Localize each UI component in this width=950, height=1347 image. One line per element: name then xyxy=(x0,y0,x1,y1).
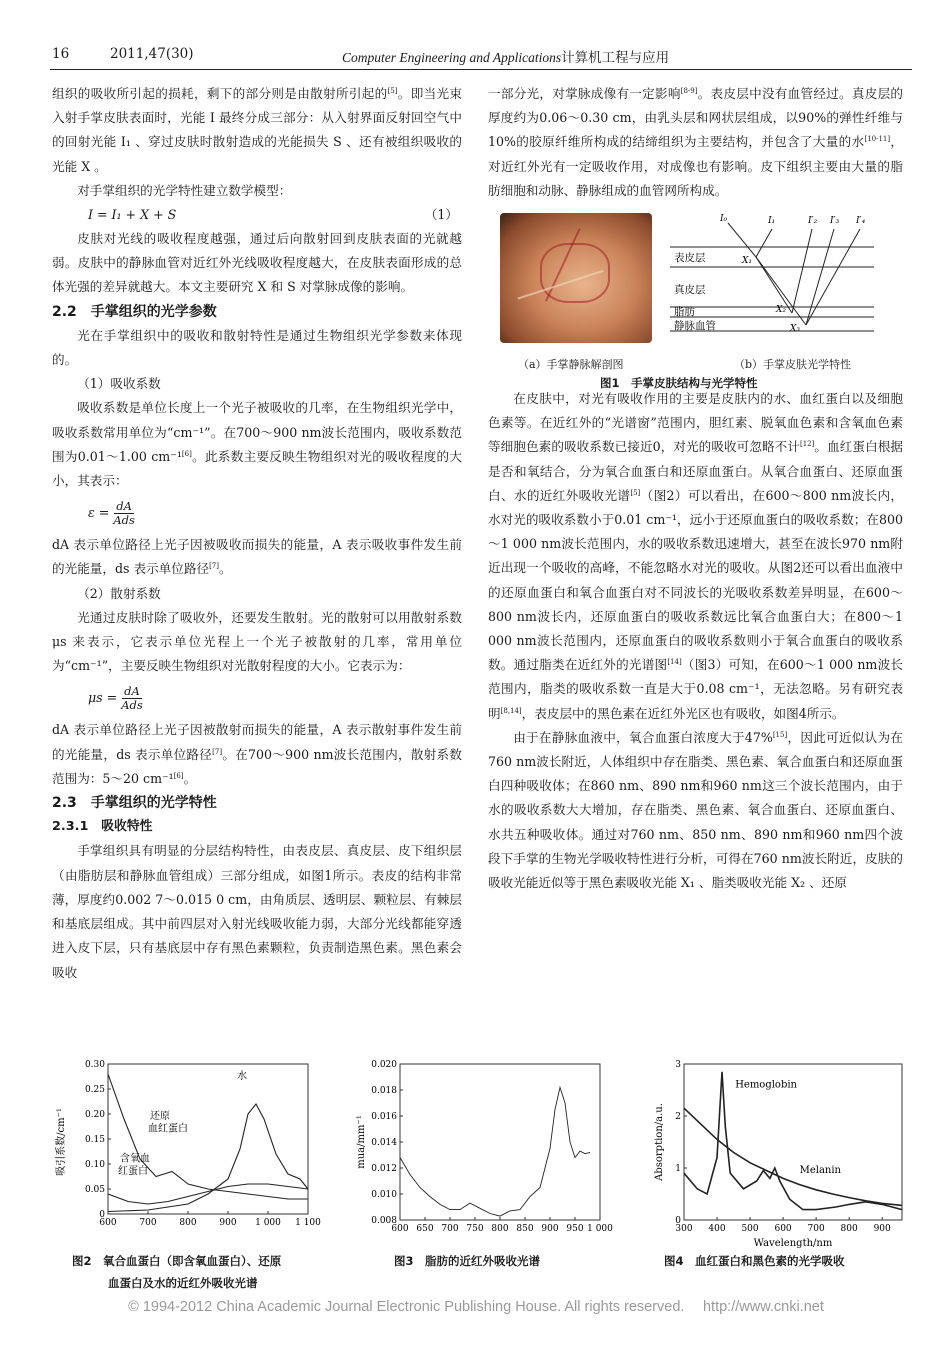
x-tick-label: 500 xyxy=(741,1224,759,1234)
series-line xyxy=(108,1074,308,1199)
right-column xyxy=(488,82,903,895)
paragraph: 光在手掌组织中的吸收和散射特性是通过生物组织光学参数来体现的。 xyxy=(52,327,462,368)
y-tick-label: 2 xyxy=(675,1112,681,1122)
figure-1a-caption: （a）手掌静脉解剖图 xyxy=(518,358,624,372)
page-number: 16 xyxy=(52,46,70,62)
figure-4-caption: 图4 血红蛋白和黑色素的光学吸收 xyxy=(664,1254,845,1268)
series-line xyxy=(400,1087,590,1216)
x-tick-label: 700 xyxy=(807,1224,825,1234)
series-line xyxy=(684,1072,902,1210)
series-label-oxy: 红蛋白 xyxy=(118,1166,148,1177)
formula-scattering: μs = $\frac{dA}{\text{Ads}}$ xyxy=(88,683,143,712)
y-tick-label: 0.018 xyxy=(371,1086,397,1096)
x-tick-label: 900 xyxy=(541,1224,559,1234)
ray-label: I′₄ xyxy=(856,216,866,227)
y-tick-label: 0.014 xyxy=(371,1138,397,1148)
x-tick-label: 950 xyxy=(566,1224,584,1234)
figure-2-chart xyxy=(50,1052,330,1242)
y-tick-label: 0.010 xyxy=(371,1190,397,1200)
paragraph: dA 表示单位路径上光子因被吸收而损失的能量，A 表示吸收事件发生前的光能量，ds 表示单位路径[7]。 xyxy=(52,537,462,577)
subheading-scattering: （2）散射系数 xyxy=(77,585,161,601)
x-tick-label: 300 xyxy=(675,1224,693,1234)
header-rule xyxy=(50,69,912,70)
ray-label: I₁ xyxy=(768,216,776,227)
layer-label: 真皮层 xyxy=(674,284,706,297)
figure-3-chart xyxy=(350,1052,620,1242)
section-heading-2-3-1: 2.3.1 吸收特性 xyxy=(52,819,153,835)
ray-label: I₀ xyxy=(720,214,728,225)
paragraph: 手掌组织具有明显的分层结构特性，由表皮层、真皮层、皮下组织层（由脂肪层和静脉血管组成）三部分组成，如图1所示。表皮的结构非常薄，厚度约0.002 7～0.015 0 cm，由角质层、透明层、颗粒层、有棘层和基底层组成。其中前四层对入射光线吸收能力弱，大部分光线都能穿透进入皮下层，只有基底层中存有黑色素颗粒，负责制造黑色素。黑色素会吸收 xyxy=(52,843,462,980)
y-tick-label: 0.016 xyxy=(371,1112,397,1122)
y-tick-label: 0.20 xyxy=(84,1110,105,1120)
subheading-absorption: （1）吸收系数 xyxy=(77,376,161,392)
copyright-footer: © 1994-2012 China Academic Journal Electronic Publishing House. All rights reserved. http://www.cnki.net xyxy=(128,1299,824,1315)
x-tick-label: 850 xyxy=(516,1224,534,1234)
y-tick-label: 1 xyxy=(675,1164,681,1174)
y-tick-label: 0.15 xyxy=(84,1135,105,1145)
point-label: X₂ xyxy=(776,305,787,316)
y-tick-label: 0.25 xyxy=(84,1085,105,1095)
y-tick-label: 0.008 xyxy=(371,1216,397,1226)
y-tick-label: 0 xyxy=(675,1216,681,1226)
bottom-figures xyxy=(50,1052,910,1298)
figure-1-caption: 图1 手掌皮肤结构与光学特性 xyxy=(600,376,758,391)
y-tick-label: 0.05 xyxy=(84,1185,105,1195)
layer-label: 静脉血管 xyxy=(674,320,716,333)
journal-title-en: Computer Engineering and Applications xyxy=(342,50,562,65)
journal-title xyxy=(342,46,669,66)
y-tick-label: 0.30 xyxy=(84,1060,105,1070)
paragraph: 对手掌组织的光学特性建立数学模型： xyxy=(77,182,292,198)
journal-title-cn: 计算机工程与应用 xyxy=(561,50,670,66)
x-tick-label: 1 000 xyxy=(255,1218,281,1228)
figure-2-caption: 图2 氧合血蛋白（即含氧血蛋白）、还原 血蛋白及水的近红外吸收光谱 xyxy=(72,1254,282,1290)
x-tick-label: 650 xyxy=(416,1224,434,1234)
point-label: X₁ xyxy=(742,256,753,267)
x-tick-label: 900 xyxy=(873,1224,891,1234)
figure-1b-caption: （b）手掌皮肤光学特性 xyxy=(734,358,852,372)
series-label-hemoglobin: Hemoglobin xyxy=(735,1079,798,1091)
figure-4-chart xyxy=(650,1052,912,1252)
x-tick-label: 750 xyxy=(466,1224,484,1234)
series-label-deoxy: 还原 xyxy=(150,1111,170,1122)
series-label-water: 水 xyxy=(237,1071,247,1082)
ray-label: I′₃ xyxy=(830,216,840,227)
formula-absorption: ε = $\frac{dA}{\text{Ads}}$ xyxy=(88,498,135,527)
paragraph: 在皮肤中，对光有吸收作用的主要是皮肤内的水、血红蛋白以及细胞色素等。在近红外的“光谱窗”范围内，胆红素、脱氧血色素和含氧血色素等细胞色素的吸收系数已接近0，对光的吸收可忽略不计[12]。血红蛋白根据是否和氧结合，分为氧合血蛋白和还原血蛋白。从氧合血蛋白、还原血蛋白、水的近红外吸收光谱[5]（图2）可以看出，在600～800 nm波长内，水对光的吸收系数小于0.01 cm⁻¹，远小于还原血蛋白的吸收系数；在800～1 000 nm波长范围内，水的吸收系数迅速增大，甚至在波长970 nm附近出现一个吸收的高峰，不能忽略水对光的吸收。从图2还可以看出血液中的还原血蛋白和氧合血蛋白对不同波长的光吸收系数差异明显，在600～800 nm波长内，还原血蛋白的吸收系数远比氧合血蛋白大；在800～1 000 nm波长范围内，还原血蛋白的吸收系数则小于氧合血蛋白的吸收系数。通过脂类在近红外的光谱图[14]（图3）可知，在600～1 000 nm波长范围内，脂类的吸收系数一直是大于0.08 cm⁻¹，无法忽略。另有研究表明[8,14]，表皮层中的黑色素在近红外光区也有吸收，如图4所示。 xyxy=(488,391,903,721)
x-tick-label: 900 xyxy=(219,1218,237,1228)
section-heading-2-2: 2.2 手掌组织的光学参数 xyxy=(52,303,217,320)
x-tick-label: 600 xyxy=(391,1224,409,1234)
paragraph: 皮肤对光线的吸收程度越强，通过后向散射回到皮肤表面的光就越弱。皮肤中的静脉血管对近红外光线吸收程度越大，在皮肤表面形成的总体光强的差异就越大。本文主要研究 X 和 S 对掌脉成像的影响。 xyxy=(52,231,462,295)
y-tick-label: 0.020 xyxy=(371,1060,397,1070)
figure-3-caption: 图3 脂肪的近红外吸收光谱 xyxy=(394,1254,541,1268)
x-tick-label: 1 000 xyxy=(587,1224,613,1234)
ray-label: I′₂ xyxy=(808,216,818,227)
layer-label: 脂肪 xyxy=(674,306,695,319)
x-tick-label: 1 100 xyxy=(295,1218,321,1228)
x-tick-label: 700 xyxy=(139,1218,157,1228)
y-axis-label: mua/mm⁻¹ xyxy=(356,1115,367,1169)
x-axis-label: Wavelength/nm xyxy=(753,1238,833,1249)
skin-optics-diagram xyxy=(664,209,878,349)
x-tick-label: 600 xyxy=(99,1218,117,1228)
layer-label: 表皮层 xyxy=(674,252,706,265)
paragraph: 光通过皮肤时除了吸收外，还要发生散射。光的散射可以用散射系数 μs 来表示，它表示单位光程上一个光子被散射的几率，常用单位为“cm⁻¹”，主要反映生物组织对光散射程度的大小。它表示为： xyxy=(52,609,462,674)
volume-issue: 2011,47(30) xyxy=(110,46,194,62)
y-tick-label: 0.012 xyxy=(371,1164,397,1174)
figure-1 xyxy=(488,209,903,391)
paragraph: dA 表示单位路径上光子因被散射而损失的能量，A 表示散射事件发生前的光能量，ds 表示单位路径[7]。在700～900 nm波长范围内，散射系数范围为：5～20 cm⁻¹[6]。 xyxy=(52,722,463,786)
y-tick-label: 0.10 xyxy=(84,1160,105,1170)
y-axis-label: 吸引系数/cm⁻¹ xyxy=(56,1108,67,1176)
equation-1: I = I₁ + X + S （1） xyxy=(88,207,458,223)
left-column xyxy=(52,82,462,985)
paragraph: 一部分光，对掌脉成像有一定影响[8-9]。表皮层中没有血管经过。真皮层的厚度约为0.06～0.30 cm，由乳头层和网状层组成，以90%的弹性纤维与10%的胶原纤维所构成的结缔组织为主要结构，并包含了大量的水[10-11]，对近红外光有一定吸收作用，对成像也有影响。皮下组织主要由大量的脂肪细胞和动脉、静脉组成的血管网所构成。 xyxy=(488,86,904,198)
paragraph: 组织的吸收所引起的损耗，剩下的部分则是由散射所引起的[5]。即当光束入射手掌皮肤表面时，光能 I 最终分成三部分：从入射界面反射回空气中的回射光能 I₁ 、穿过皮肤时散射造成的光能损失 S 、还有被组织吸收的光能 X 。 xyxy=(52,86,463,174)
series-label-deoxy: 血红蛋白 xyxy=(148,1123,188,1135)
x-tick-label: 800 xyxy=(179,1218,197,1228)
y-axis-label: Absorption/a.u. xyxy=(654,1103,665,1181)
x-tick-label: 800 xyxy=(491,1224,509,1234)
y-tick-label: 0 xyxy=(99,1210,105,1220)
x-tick-label: 800 xyxy=(840,1224,858,1234)
paragraph: 由于在静脉血液中，氧合血蛋白浓度大于47%[15]，因此可近似认为在760 nm波长附近，人体组织中存在脂类、黑色素、氧合血蛋白和还原血蛋白四种吸收体；在860 nm、890 nm和960 nm这三个波长范围内，由于水的吸收系数大大增加，存在脂类、黑色素、氧合血蛋白、还原血蛋白、水共五种吸收体。通过对760 nm、850 nm、890 nm和960 nm四个波段下手掌的生物光学吸收特性进行分析，可得在760 nm波长附近，皮肤的吸收光能近似等于黑色素吸收光能 X₁ 、脂类吸收光能 X₂ 、还原 xyxy=(488,729,904,891)
x-tick-label: 400 xyxy=(708,1224,726,1234)
paragraph: 吸收系数是单位长度上一个光子被吸收的几率，在生物组织光学中，吸收系数常用单位为“cm⁻¹”。在700～900 nm波长范围内，吸收系数范围为0.01～1.00 cm⁻¹[6]。此系数主要反映生物组织对光的吸收程度的大小，其表示： xyxy=(52,400,463,489)
x-tick-label: 700 xyxy=(441,1224,459,1234)
y-tick-label: 3 xyxy=(675,1060,681,1070)
section-heading-2-3: 2.3 手掌组织的光学特性 xyxy=(52,795,217,812)
running-header xyxy=(52,46,902,68)
palm-anatomy-photo xyxy=(500,213,652,343)
point-label: X₃ xyxy=(790,324,801,335)
x-tick-label: 600 xyxy=(774,1224,792,1234)
series-label-oxy: 含氧血 xyxy=(120,1153,150,1165)
series-label-melanin: Melanin xyxy=(799,1165,842,1177)
